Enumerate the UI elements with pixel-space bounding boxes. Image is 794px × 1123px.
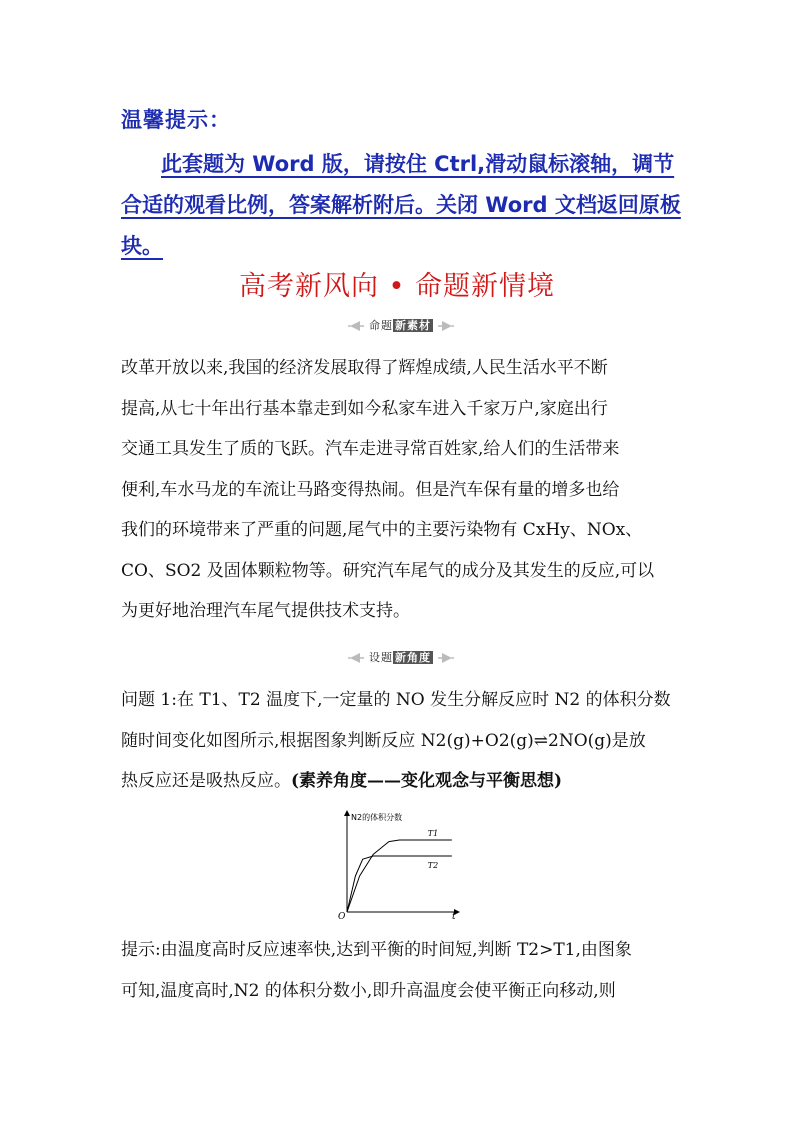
series-label-t2: T2 <box>427 861 439 870</box>
q1-line-2: 随时间变化如图所示,根据图象判断反应 N2(g)+O2(g)⇌2NO(g)是放 <box>121 730 646 751</box>
banner1-right: 新素材 <box>395 319 431 332</box>
main-title: 高考新风向 • 命题新情境 <box>238 271 556 302</box>
origin-label: O <box>338 912 346 920</box>
para1-line-7: 为更好地治理汽车尾气提供技术支持。 <box>121 601 410 621</box>
q1-tag: (素养角度——变化观念与平衡思想) <box>291 771 563 791</box>
banner1-left: 命题 <box>369 319 393 332</box>
hint-line-2: 可知,温度高时,N2 的体积分数小,即升高温度会使平衡正向移动,则 <box>121 980 616 1001</box>
y-axis-arrow-icon <box>344 810 350 816</box>
banner2-right: 新角度 <box>395 651 431 664</box>
n2-volume-fraction-chart <box>338 808 464 920</box>
series-line-t1 <box>347 840 452 912</box>
paragraph-1 <box>121 348 676 632</box>
para1-line-1: 改革开放以来,我国的经济发展取得了辉煌成绩,人民生活水平不断 <box>121 358 608 378</box>
tip-body-text: 此套题为 Word 版，请按住 Ctrl,滑动鼠标滚轴，调节合适的观看比例，答案解析附后。关闭 Word 文档返回原板块。 <box>121 152 681 258</box>
q1-line-3-text: 热反应还是吸热反应。 <box>121 771 291 791</box>
para1-line-6: CO、SO2 及固体颗粒物等。研究汽车尾气的成分及其发生的反应,可以 <box>121 560 655 581</box>
hint <box>121 930 676 1011</box>
q1-line-1: 问题 1:在 T1、T2 温度下,一定量的 NO 发生分解反应时 N2 的体积分数 <box>121 690 671 710</box>
series-label-t1: T1 <box>427 829 439 838</box>
para1-line-4: 便利,车水马龙的车流让马路变得热闹。但是汽车保有量的增多也给 <box>121 479 620 500</box>
tip-body <box>121 144 681 267</box>
x-axis-label: t <box>452 912 456 920</box>
banner-new-angle <box>346 648 456 668</box>
banner-new-material <box>346 316 456 336</box>
hint-line-1: 提示:由温度高时反应速率快,达到平衡的时间短,判断 T2>T1,由图象 <box>121 940 632 960</box>
y-axis-label: N2的体积分数 <box>351 813 403 822</box>
para1-line-3: 交通工具发生了质的飞跃。汽车走进寻常百姓家,给人们的生活带来 <box>121 439 620 459</box>
tip-title: 温馨提示： <box>121 108 231 132</box>
q1-line-3 <box>121 761 676 802</box>
para1-line-5: 我们的环境带来了严重的问题,尾气中的主要污染物有 CxHy、NOx、 <box>121 520 643 540</box>
para1-line-2: 提高,从七十年出行基本靠走到如今私家车进入千家万户,家庭出行 <box>121 398 608 419</box>
question-1 <box>121 680 676 802</box>
banner2-left: 设题 <box>369 651 393 664</box>
